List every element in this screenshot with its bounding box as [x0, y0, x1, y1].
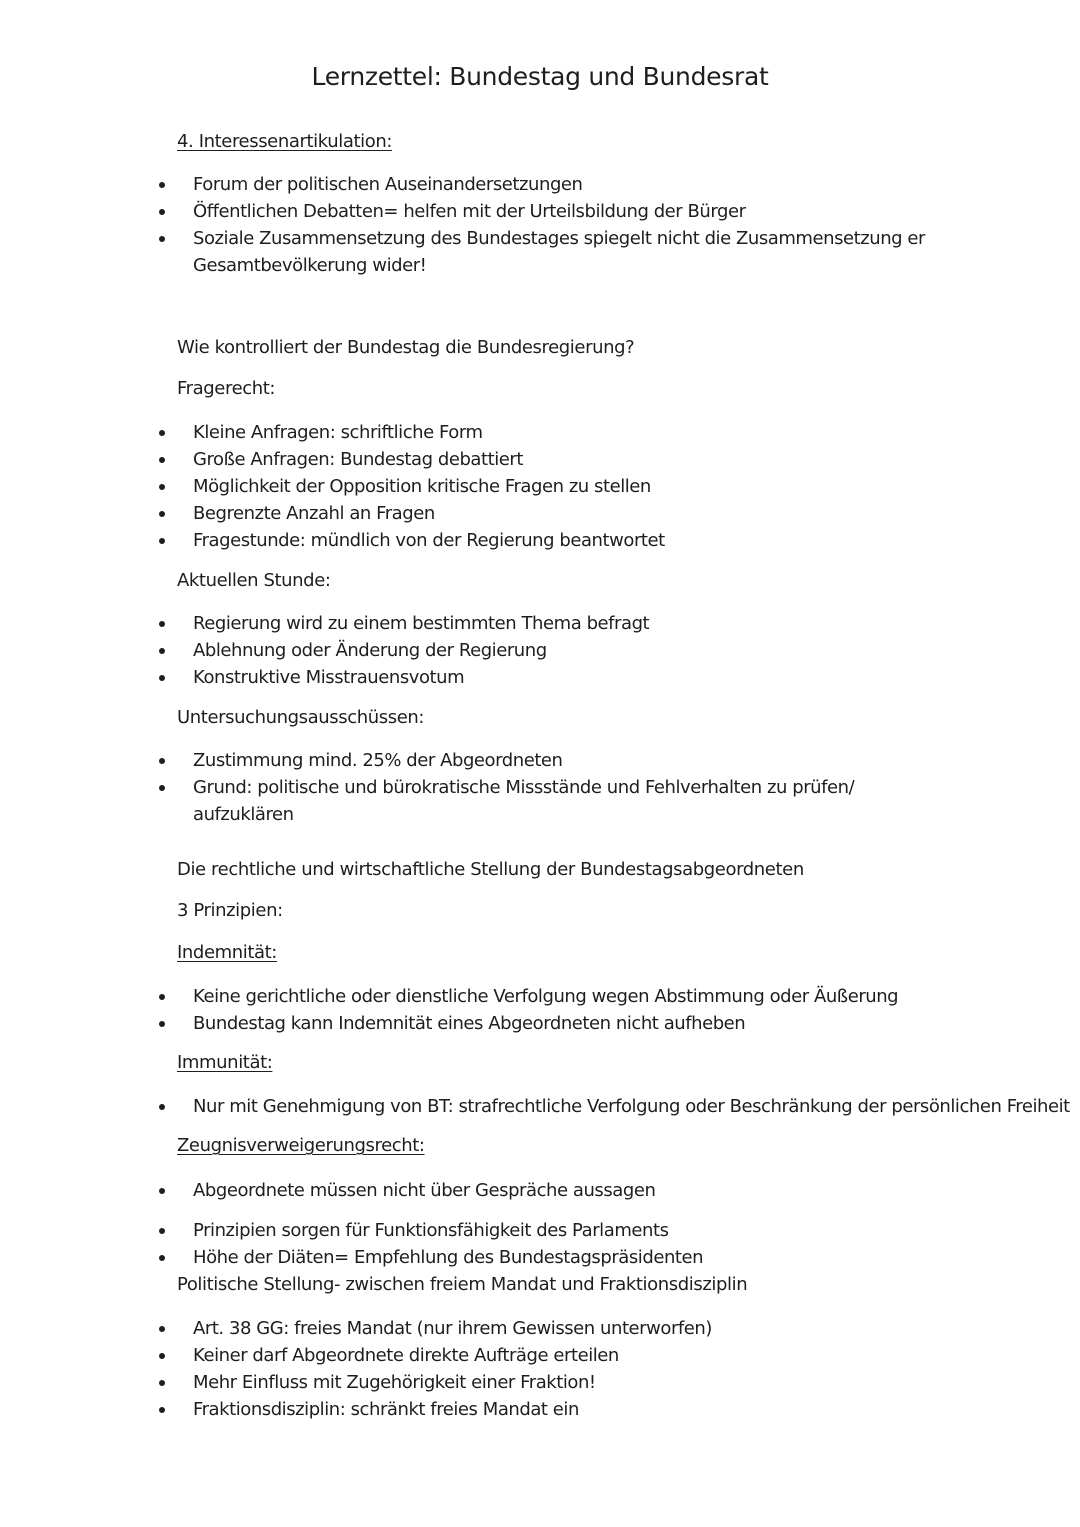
list-item: Höhe der Diäten= Empfehlung des Bundestagspräsidenten: [0, 1244, 1080, 1271]
bullet-icon: [159, 430, 165, 436]
list-item: Forum der politischen Auseinandersetzungen: [0, 171, 1080, 198]
bullet-icon: [159, 1255, 165, 1261]
list-item: Keine gerichtliche oder dienstliche Verfolgung wegen Abstimmung oder Äußerung: [0, 983, 1080, 1010]
list-item: Öffentlichen Debatten= helfen mit der Urteilsbildung der Bürger: [0, 198, 1080, 225]
list-politische-stellung: [0, 1315, 1080, 1423]
list-item: Regierung wird zu einem bestimmten Thema befragt: [0, 610, 1080, 637]
bullet-icon: [159, 1021, 165, 1027]
bullet-icon: [159, 1407, 165, 1413]
list-item: Grund: politische und bürokratische Missstände und Fehlverhalten zu prüfen/ aufzuklären: [0, 774, 1080, 828]
list-item: Nur mit Genehmigung von BT: strafrechtliche Verfolgung oder Beschränkung der persönlichen Freiheit: [0, 1093, 1080, 1120]
bullet-icon: [159, 1104, 165, 1110]
list-item: Bundestag kann Indemnität eines Abgeordneten nicht aufheben: [0, 1010, 1080, 1037]
list-zeugnisverweigerungsrecht: [0, 1177, 1080, 1204]
list-fragerecht: [0, 419, 1080, 554]
heading-interessenartikulation: 4. Interessenartikulation:: [177, 131, 393, 152]
bullet-icon: [159, 675, 165, 681]
bullet-icon: [159, 1353, 165, 1359]
heading-aktuelle-stunde: Aktuellen Stunde:: [177, 570, 331, 591]
list-item: Prinzipien sorgen für Funktionsfähigkeit des Parlaments: [0, 1217, 1080, 1244]
list-item: Zustimmung mind. 25% der Abgeordneten: [0, 747, 1080, 774]
bullet-icon: [159, 484, 165, 490]
bullet-icon: [159, 785, 165, 791]
list-item: Soziale Zusammensetzung des Bundestages spiegelt nicht die Zusammensetzung er Gesamtbevölkerung wider!: [0, 225, 1080, 279]
bullet-icon: [159, 648, 165, 654]
list-indemnitaet: [0, 983, 1080, 1037]
bullet-icon: [159, 511, 165, 517]
heading-kontrolle-question: Wie kontrolliert der Bundestag die Bundesregierung?: [177, 337, 635, 358]
list-item: Fraktionsdisziplin: schränkt freies Mandat ein: [0, 1396, 1080, 1423]
list-item: Mehr Einfluss mit Zugehörigkeit einer Fraktion!: [0, 1369, 1080, 1396]
bullet-icon: [159, 236, 165, 242]
list-item: Abgeordnete müssen nicht über Gespräche aussagen: [0, 1177, 1080, 1204]
heading-indemnitaet: Indemnität:: [177, 942, 277, 963]
list-item: Möglichkeit der Opposition kritische Fragen zu stellen: [0, 473, 1080, 500]
list-aktuelle-stunde: [0, 610, 1080, 691]
bullet-icon: [159, 182, 165, 188]
heading-stellung: Die rechtliche und wirtschaftliche Stellung der Bundestagsabgeordneten: [177, 859, 804, 880]
list-untersuchungsausschuesse: [0, 747, 1080, 828]
list-item: Begrenzte Anzahl an Fragen: [0, 500, 1080, 527]
heading-politische-stellung: Politische Stellung- zwischen freiem Mandat und Fraktionsdisziplin: [177, 1274, 748, 1295]
list-item: Große Anfragen: Bundestag debattiert: [0, 446, 1080, 473]
bullet-icon: [159, 1228, 165, 1234]
heading-immunitaet: Immunität:: [177, 1052, 273, 1073]
bullet-icon: [159, 1326, 165, 1332]
bullet-icon: [159, 758, 165, 764]
list-item: Art. 38 GG: freies Mandat (nur ihrem Gewissen unterworfen): [0, 1315, 1080, 1342]
list-interessenartikulation: [0, 171, 1080, 279]
list-immunitaet: [0, 1093, 1080, 1120]
list-item: Konstruktive Misstrauensvotum: [0, 664, 1080, 691]
bullet-icon: [159, 538, 165, 544]
page-title: Lernzettel: Bundestag und Bundesrat: [311, 62, 769, 91]
list-item: Kleine Anfragen: schriftliche Form: [0, 419, 1080, 446]
bullet-icon: [159, 621, 165, 627]
list-item: Fragestunde: mündlich von der Regierung beantwortet: [0, 527, 1080, 554]
list-item: Ablehnung oder Änderung der Regierung: [0, 637, 1080, 664]
list-item: Keiner darf Abgeordnete direkte Aufträge erteilen: [0, 1342, 1080, 1369]
bullet-icon: [159, 1188, 165, 1194]
heading-fragerecht: Fragerecht:: [177, 378, 276, 399]
bullet-icon: [159, 209, 165, 215]
bullet-icon: [159, 1380, 165, 1386]
bullet-icon: [159, 994, 165, 1000]
heading-untersuchungsausschuesse: Untersuchungsausschüssen:: [177, 707, 425, 728]
list-weitere: [0, 1217, 1080, 1271]
bullet-icon: [159, 457, 165, 463]
heading-zeugnisverweigerungsrecht: Zeugnisverweigerungsrecht:: [177, 1135, 425, 1156]
label-prinzipien: 3 Prinzipien:: [177, 900, 283, 921]
